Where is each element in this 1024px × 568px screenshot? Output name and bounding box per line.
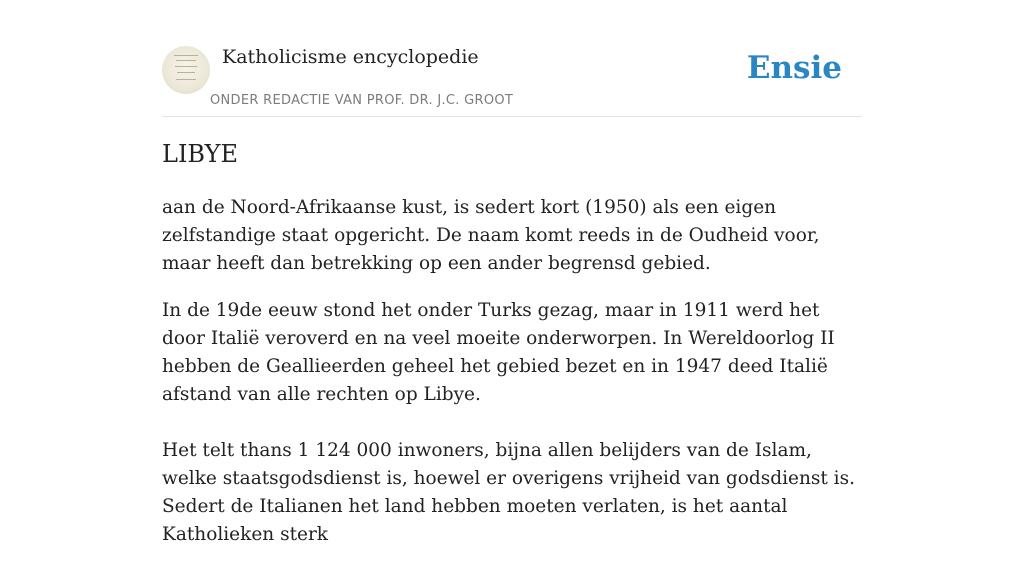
article-content (162, 138, 862, 568)
article-paragraph: In de 19de eeuw stond het onder Turks gezag, maar in 1911 werd het door Italië veroverd en na veel moeite onderworpen. In Wereldoorlog II hebben de Geallieerden geheel het gebied bezet en in 1947 deed Italië afstand van alle rechten op Libye. (162, 300, 835, 405)
site-header (162, 40, 862, 117)
ensie-logo-link[interactable]: Ensie (746, 50, 842, 86)
article-paragraph: aan de Noord-Afrikaanse kust, is sedert kort (1950) als een eigen zelfstandige staat opgericht. De naam komt reeds in de Oudheid voor, maar heeft dan betrekking op een ander begrensd gebied. (162, 197, 820, 274)
article-title: LIBYE (162, 140, 238, 168)
book-cover-icon[interactable] (162, 46, 210, 94)
article-paragraph: Het telt thans 1 124 000 inwoners, bijna allen belijders van de Islam, welke staatsgodsdienst is, hoewel er overigens vrijheid van godsdienst is. Sedert de Italianen het land hebben moeten verlaten, is het aantal Katholieken sterk (162, 440, 855, 545)
book-editor-subtitle: ONDER REDACTIE VAN PROF. DR. J.C. GROOT (210, 93, 514, 108)
book-title[interactable]: Katholicisme encyclopedie (222, 46, 479, 68)
